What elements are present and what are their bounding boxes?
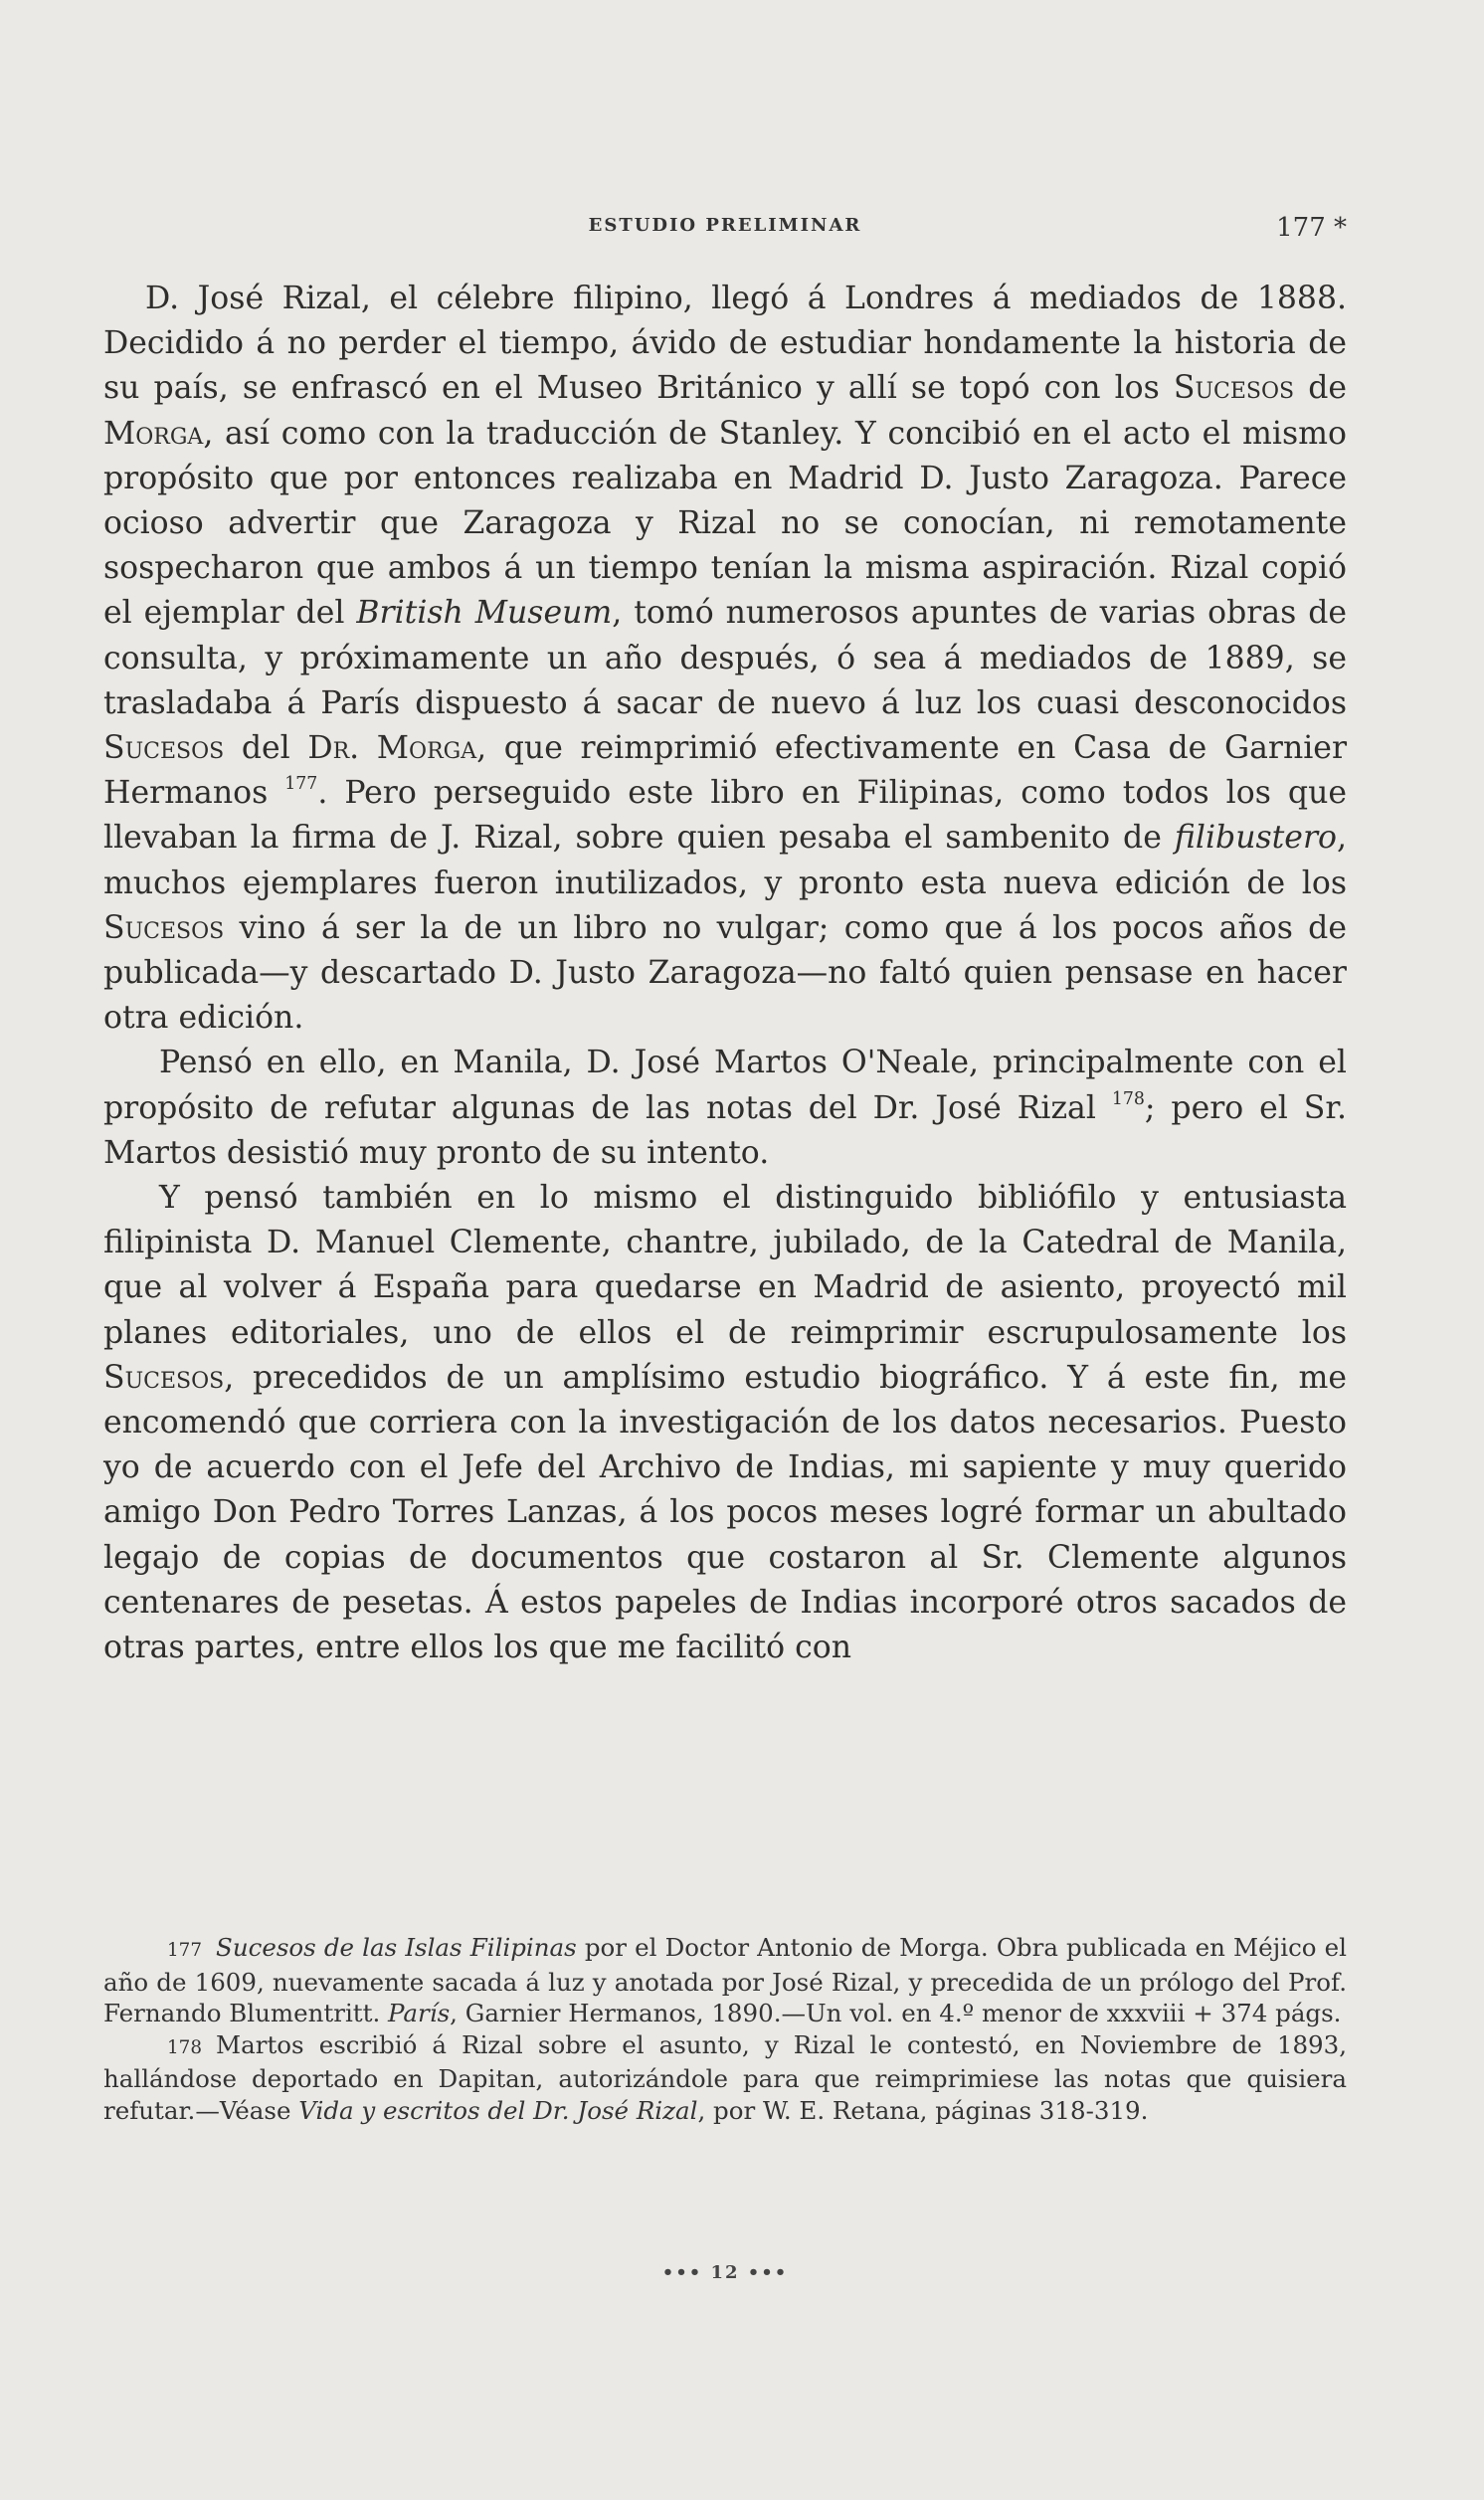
footnotes <box>103 1932 1347 2126</box>
small-caps-run: Sucesos <box>103 1359 225 1396</box>
italic-run: British Museum <box>356 595 613 632</box>
paragraph-1 <box>103 277 1347 1041</box>
footnote-ref-178: 178 <box>1111 1088 1145 1109</box>
footnote-number: 177 <box>167 1940 203 1961</box>
body-text <box>103 277 1347 1670</box>
text-run: vino á ser la de un libro no vulgar; como que á los pocos años de publicada—y descartado D. Justo Zaragoza—no faltó quien pensase en hacer otra edición. <box>103 909 1347 1037</box>
text-run: Pensó en ello, en Manila, D. José Martos O'Neale, principalmente con el propósito de refutar algunas de las notas del Dr. José Rizal <box>103 1045 1347 1126</box>
text-run: ; pero el Sr. Martos desistió muy pronto de su intento. <box>103 1089 1347 1171</box>
small-caps-run: Morga <box>103 415 204 452</box>
text-run: , que reimprimió efectivamente en Casa de Garnier Hermanos <box>103 730 1348 812</box>
text-run: , precedidos de un amplísimo estudio biográfico. Y á este fin, me encomendó que corriera con la investigación de los datos necesarios. Puesto yo de acuerdo con el Jefe del Archivo de Indias, mi sapiente y muy querido amigo Don Pedro Torres Lanzas, á los pocos meses logré formar un abultado legajo de copias de documentos que costaron al Sr. Clemente algunos centenares de pesetas. Á estos papeles de Indias incorporé otros sacados de otras partes, entre ellos los que me facilitó con <box>103 1359 1347 1666</box>
paragraph-3 <box>103 1176 1347 1670</box>
footnote-number: 178 <box>167 2036 203 2058</box>
footnote-177 <box>103 1932 1347 2029</box>
text-run: , Garnier Hermanos, 1890.—Un vol. en 4.º menor de xxxviii + 374 págs. <box>450 1999 1342 2027</box>
italic-run: Vida y escritos del Dr. José Rizal <box>298 2095 698 2125</box>
text-run: . Pero perseguido este libro en Filipinas, como todos los que llevaban la firma de J. Rizal, sobre quien pesaba el sambenito de <box>103 775 1348 857</box>
text-run: , así como con la traducción de Stanley. Y concibió en el acto el mismo propósito que por entonces realizaba en Madrid D. Justo Zaragoza. Parece ocioso advertir que Zaragoza y Rizal no se conocían, ni remotamente sospecharon que ambos á un tiempo tenían la misma aspiración. Rizal copió el ejemplar del <box>103 415 1347 632</box>
text-run: , muchos ejemplares fueron inutilizados, y pronto esta nueva edición de los <box>103 820 1347 901</box>
text-run: , por W. E. Retana, páginas 318-319. <box>697 2095 1149 2125</box>
page-number: 177 * <box>1276 213 1347 243</box>
text-run: Y pensó también en lo mismo el distinguido bibliófilo y entusiasta filipinista D. Manuel Clemente, chantre, jubilado, de la Catedral de Manila, que al volver á España para quedarse en Madrid de asiento, proyectó mil planes editoriales, uno de ellos el de reimprimir escrupulosamente los <box>103 1180 1347 1351</box>
running-head <box>103 215 1347 251</box>
footnote-178 <box>103 2029 1347 2127</box>
paragraph-2 <box>103 1041 1347 1176</box>
italic-run: París <box>388 1999 451 2027</box>
small-caps-run: Sucesos <box>103 730 225 767</box>
text-run: D. José Rizal, el célebre filipino, llegó á Londres á mediados de 1888. Decidido á no perder el tiempo, ávido de estudiar hondamente la historia de su país, se enfrascó en el Museo Británico y allí se topó con los <box>103 281 1347 407</box>
text-run: de <box>1294 370 1347 407</box>
footnote-ref-177: 177 <box>284 774 318 795</box>
text-run: por el Doctor Antonio de Morga. Obra publicada en Méjico el año de 1609, nuevamente sacada á luz y anotada por José Rizal, y precedida de un prólogo del Prof. Fernando Blumentritt. <box>103 1933 1348 2027</box>
running-head-title: ESTUDIO PRELIMINAR <box>588 215 862 236</box>
text-run: del <box>224 730 308 767</box>
text-run: , tomó numerosos apuntes de varias obras de consulta, y próximamente un año después, ó sea á mediados de 1889, se trasladaba á París dispuesto á sacar de nuevo á luz los cuasi desconocidos <box>103 595 1348 721</box>
small-caps-run: Sucesos <box>103 909 225 946</box>
small-caps-run: Dr. Morga <box>307 730 477 767</box>
italic-run: Sucesos de las Islas Filipinas <box>216 1933 577 1962</box>
signature-mark: ••• 12 ••• <box>661 2262 789 2283</box>
italic-run: filibustero <box>1174 820 1337 857</box>
small-caps-run: Sucesos <box>1173 370 1295 407</box>
text-run: Martos escribió á Rizal sobre el asunto, y Rizal le contestó, en Noviembre de 1893, hallándose deportado en Dapitan, autorizándole para que reimprimiese las notas que quisiera refutar.—Véase <box>103 2029 1347 2125</box>
